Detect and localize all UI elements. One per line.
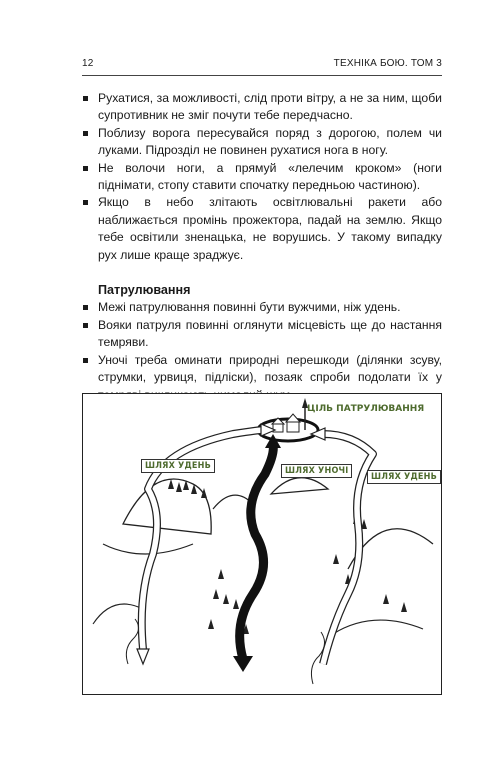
- list-item: Поблизу ворога пересувайся поряд з дорогою, полем чи луками. Підрозділ не повинен рухатися нога в ногу.: [82, 125, 442, 160]
- night-path-label: ШЛЯХ УНОЧІ: [281, 464, 352, 478]
- bullet-list-patrol: [82, 299, 442, 403]
- patrol-route-illustration: [82, 393, 442, 695]
- ridge-bottom-right: [333, 620, 423, 634]
- header-rule: [82, 75, 442, 76]
- night-path-tail: [233, 656, 253, 672]
- target-label: ЦІЛЬ ПАТРУЛЮВАННЯ: [307, 404, 425, 414]
- list-item: Межі патрулювання повинні бути вужчими, ніж удень.: [82, 299, 442, 316]
- terrain-drawing: [83, 394, 441, 694]
- running-title: ТЕХНІКА БОЮ. ТОМ 3: [333, 58, 442, 69]
- list-item: Не волочи ноги, а прямуй «лелечим кроком» (ноги піднімати, стопу ставити спочатку передньою частиною).: [82, 160, 442, 195]
- night-path: [240, 444, 274, 659]
- list-item: Рухатися, за можливості, слід проти вітру, а не за ним, щоби супротивник не зміг почути тебе передчасно.: [82, 90, 442, 125]
- section-title: Патрулювання: [98, 283, 191, 298]
- ridge-left: [103, 544, 193, 554]
- day-path-left-label: ШЛЯХ УДЕНЬ: [141, 459, 215, 473]
- list-item: Вояки патруля повинні оглянути місцевість ще до настання темряви.: [82, 317, 442, 352]
- page-body: [82, 90, 442, 404]
- list-item: Уночі треба оминати природні перешкоди (ділянки зсуву, струмки, урвиця, підліски), позаяк спроби подолати їх у: [82, 352, 442, 404]
- hill-center: [271, 478, 328, 494]
- page-header: [82, 58, 442, 74]
- bullet-list-top: [82, 90, 442, 264]
- page-number: 12: [82, 58, 94, 69]
- stream-left: [126, 619, 138, 664]
- list-item: Якщо в небо злітають освітлювальні ракети або наближається промінь прожектора, падай на землю. Якщо тебе освітили зненацька, не ворушись. У такому випадку рух лише краще зраджує.: [82, 194, 442, 264]
- day-path-right-label: ШЛЯХ УДЕНЬ: [367, 470, 441, 484]
- ridge-bottom-left: [93, 604, 143, 624]
- day-path-left-tail: [137, 649, 149, 664]
- hill-left: [123, 479, 211, 534]
